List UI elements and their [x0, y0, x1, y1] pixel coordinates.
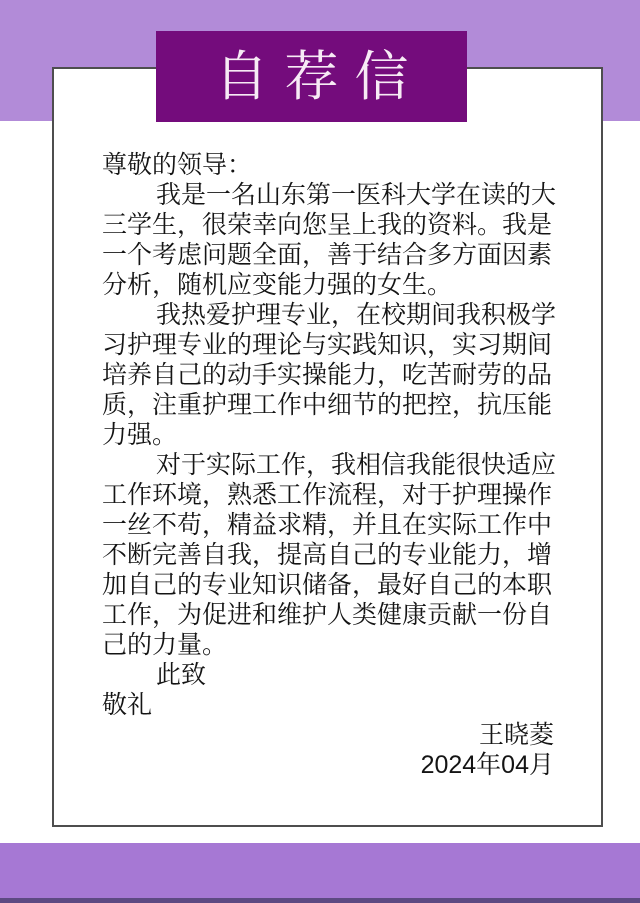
body-line: 分析，随机应变能力强的女生。: [102, 271, 453, 299]
salutation: 尊敬的领导：: [102, 151, 253, 179]
title-banner: [156, 31, 467, 122]
body-line: 一个考虑问题全面，善于结合多方面因素: [102, 241, 553, 269]
body-line: 三学生，很荣幸向您呈上我的资料。我是: [102, 211, 553, 239]
body-line: 习护理专业的理论与实践知识，实习期间: [102, 331, 553, 359]
body-line: 工作环境，熟悉工作流程，对于护理操作: [102, 481, 553, 509]
body-line: 工作，为促进和维护人类健康贡献一份自: [102, 601, 553, 629]
body-line: 我热爱护理专业，在校期间我积极学: [156, 301, 557, 329]
body-line: 力强。: [102, 421, 178, 449]
letter-body: [102, 150, 562, 780]
body-line: 不断完善自我，提高自己的专业能力，增: [102, 541, 553, 569]
body-line: 对于实际工作，我相信我能很快适应: [156, 451, 557, 479]
signature-name: 王晓菱: [478, 721, 554, 749]
bottom-band-edge: [0, 898, 640, 903]
bottom-banner-band: [0, 843, 640, 903]
closing-jingli: 敬礼: [102, 691, 153, 719]
body-line: 我是一名山东第一医科大学在读的大: [156, 181, 557, 209]
page-title: 自荐信: [214, 46, 425, 107]
body-line: 加自己的专业知识储备，最好自己的本职: [102, 571, 553, 599]
body-line: 培养自己的动手实操能力，吃苦耐劳的品: [102, 361, 553, 389]
closing-cizhi: 此致: [156, 661, 207, 689]
body-line: 质，注重护理工作中细节的把控，抗压能: [102, 391, 553, 419]
body-line: 一丝不苟，精益求精，并且在实际工作中: [102, 511, 553, 539]
signature-date: 2024年04月: [420, 751, 554, 779]
body-line: 己的力量。: [102, 631, 228, 659]
